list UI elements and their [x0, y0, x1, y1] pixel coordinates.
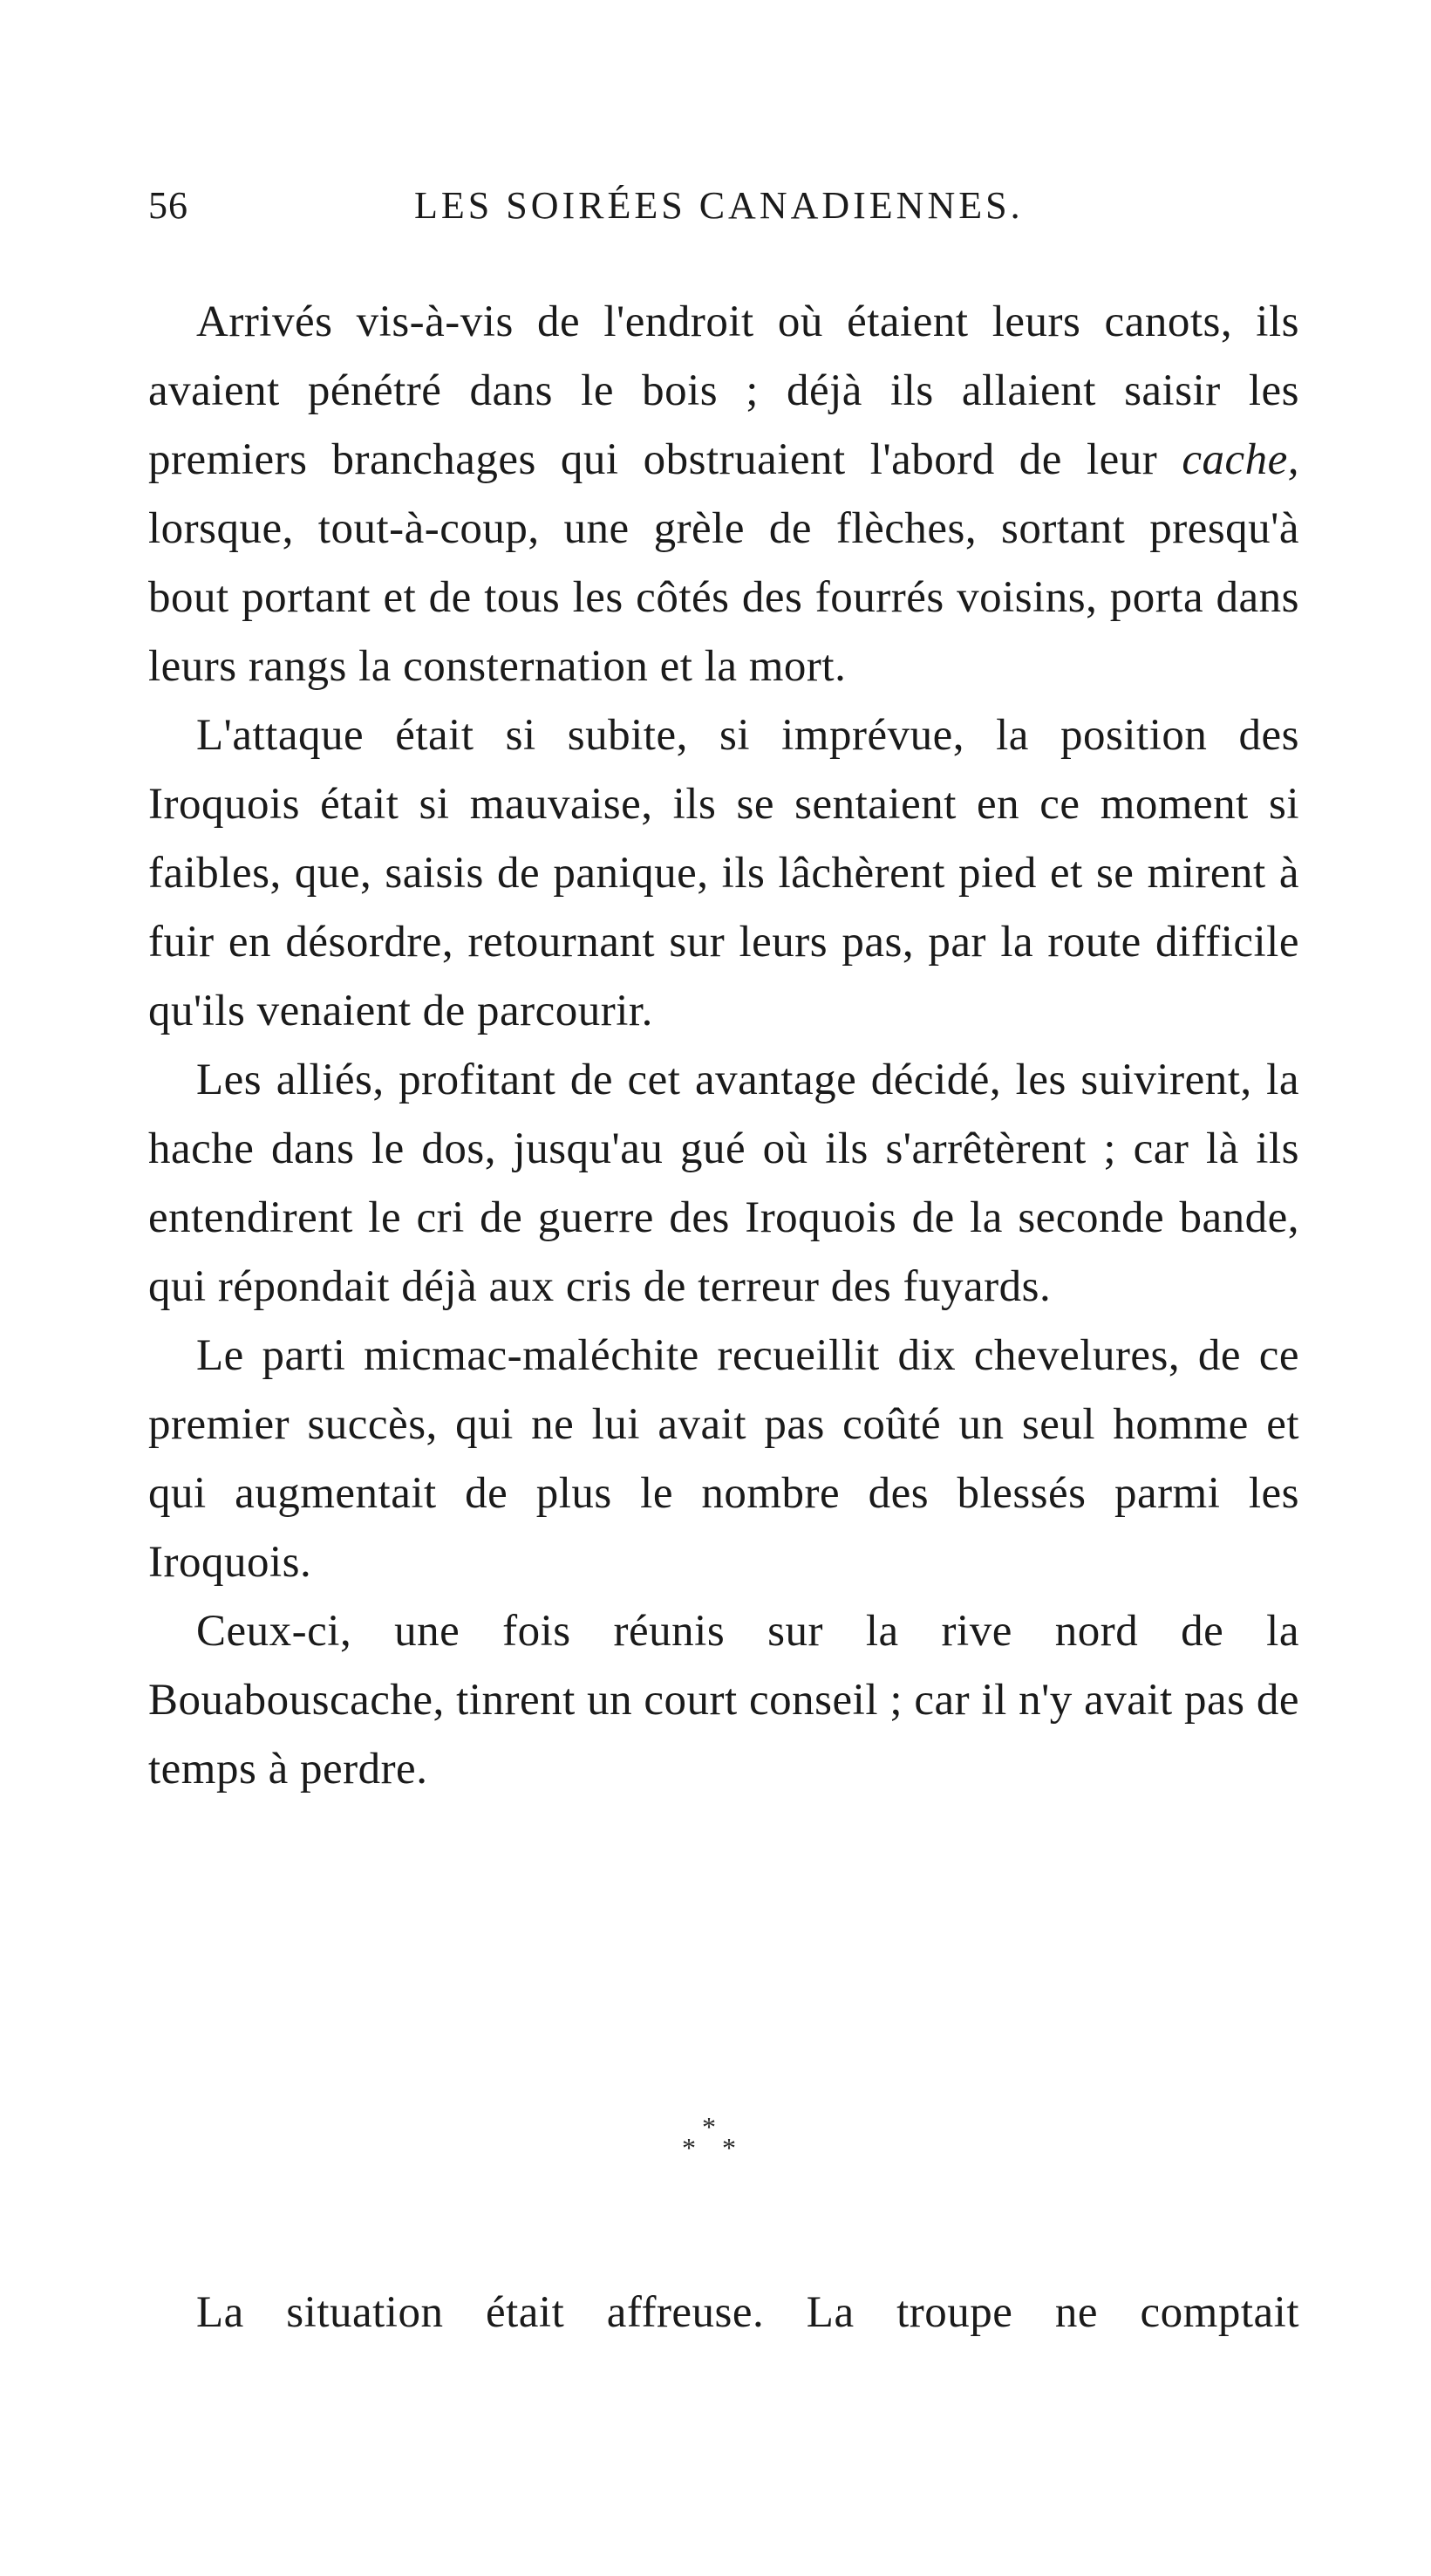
paragraph-1-text-start: Arrivés vis-à-vis de l'endroit où étaient leurs canots, ils avaient pénétré dans le bois ; déjà ils allaient saisir les premiers branchages qui obstruaient l'abord de leur: [148, 297, 1299, 484]
page-number: 56: [148, 184, 188, 227]
running-title: LES SOIRÉES CANADIENNES.: [414, 184, 1024, 227]
section-break-asterism: [0, 2111, 1431, 2163]
asterism-star: *: [682, 2132, 696, 2163]
asterism-star: *: [702, 2111, 716, 2142]
paragraph-5: Ceux-ci, une fois réunis sur la rive nord de la Bouabouscache, tinrent un court conseil ; car il n'y avait pas de temps à perdre.: [148, 1607, 1299, 1794]
italic-word-cache: cache,: [1182, 435, 1299, 484]
paragraph-3: Les alliés, profitant de cet avantage décidé, les suivirent, la hache dans le dos, jusqu'au gué où ils s'arrêtèrent ; car là ils entendirent le cri de guerre des Iroquois de la seconde bande, qui répondait déjà aux cris de terreur des fuyards.: [148, 1056, 1299, 1311]
final-paragraph-line: La situation était affreuse. La troupe ne comptait: [196, 2288, 1299, 2337]
body-text: [148, 288, 1299, 1804]
paragraph-2: L'attaque était si subite, si imprévue, la position des Iroquois était si mauvaise, ils se sentaient en ce moment si faibles, que, saisis de panique, ils lâchèrent pied et se mirent à fuir en désordre, retournant sur leurs pas, par la route difficile qu'ils venaient de parcourir.: [148, 711, 1299, 1035]
running-header: [148, 183, 1299, 236]
asterism-star: *: [722, 2132, 736, 2163]
paragraph-4: Le parti micmac-maléchite recueillit dix chevelures, de ce premier succès, qui ne lui avait pas coûté un seul homme et qui augmentait de plus le nombre des blessés parmi les Iroquois.: [148, 1331, 1299, 1587]
paragraph-1: [148, 288, 1299, 701]
paragraph-1-text-end: lorsque, tout-à-coup, une grèle de flèches, sortant presqu'à bout portant et de tous les côtés des fourrés voisins, porta dans leurs rangs la consternation et la mort.: [148, 504, 1299, 691]
